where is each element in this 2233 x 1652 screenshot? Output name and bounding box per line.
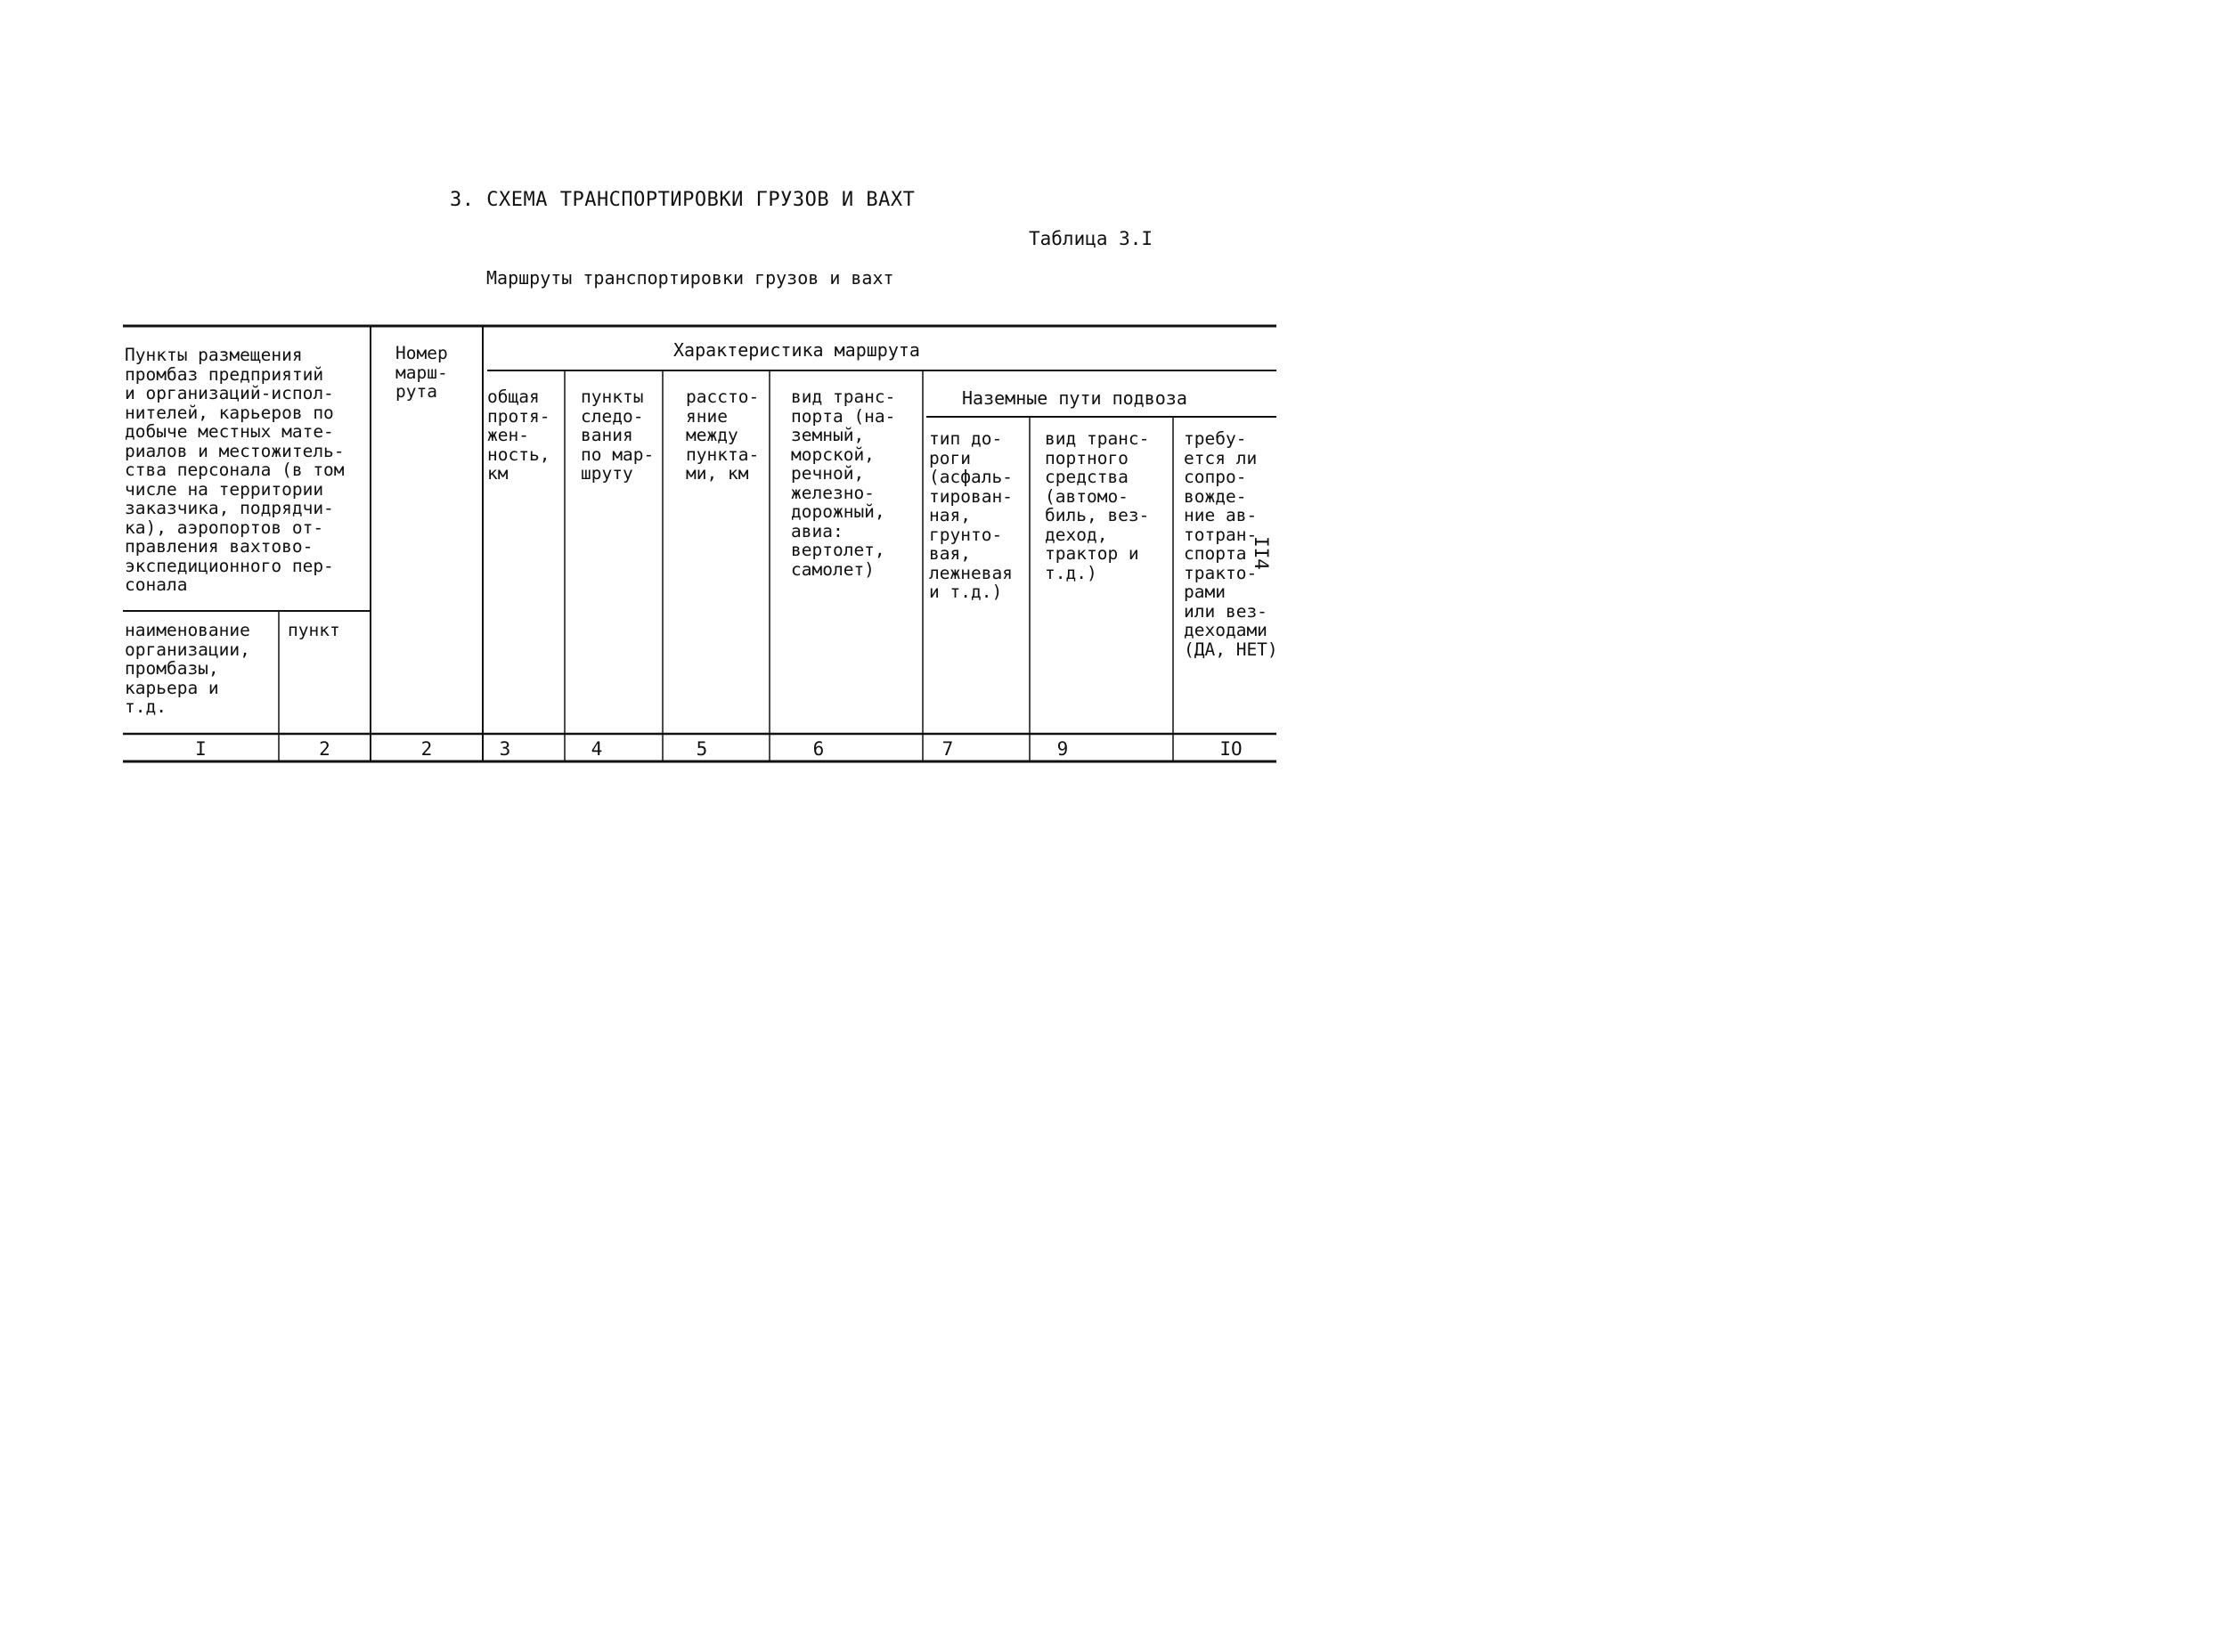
header-total-length: общая протя- жен- ность, км <box>487 387 550 484</box>
column-number: IO <box>1219 738 1243 760</box>
page-number: II4 <box>1251 536 1272 570</box>
header-vehicle-type: вид транс- портного средства (автомо- биль, вез- деход, трактор и т.д.) <box>1045 428 1150 583</box>
column-number: I <box>195 738 207 760</box>
column-number: 9 <box>1056 738 1069 760</box>
column-number: 2 <box>319 738 330 760</box>
column-number: 2 <box>420 738 433 760</box>
column-number: 7 <box>941 738 954 760</box>
header-point: пункт <box>288 620 340 640</box>
table-number: Таблица 3.I <box>1029 228 1153 249</box>
header-organization-name: наименование организации, промбазы, карьера и т.д. <box>125 620 250 717</box>
header-escort-required: требу- ется ли сопро- вожде- ние ав- тотран- спорта тракто- рами или вез- деходами (ДА, НЕТ) <box>1184 428 1278 660</box>
header-ground-routes: Наземные пути подвоза <box>962 387 1187 409</box>
column-number: 6 <box>812 738 825 760</box>
header-transport-type: вид транс- порта (на- земный, морской, речной, железно- дорожный, авиа: вертолет, самолет) <box>791 387 896 580</box>
column-number: 5 <box>696 738 708 760</box>
header-route-number: Номер марш- рута <box>395 343 448 402</box>
header-road-type: тип до- роги (асфаль- тирован- ная, грунто- вая, лежневая и т.д.) <box>929 428 1013 602</box>
header-distance: рассто- яние между пункта- ми, км <box>686 387 760 484</box>
column-number: 4 <box>591 738 603 760</box>
header-placement-points: Пункты размещения промбаз предприятий и организаций-испол- нителей, карьеров по добыче местных мате- риалов и местожитель- ства персонала (в том числе на территории заказчика, подрядчи- ка), аэропортов от- правления вахтово- экспедиционного пер- сонала <box>125 345 345 595</box>
header-route-points: пункты следо- вания по мар- шруту <box>581 387 655 484</box>
section-title: 3. СХЕМА ТРАНСПОРТИРОВКИ ГРУЗОВ И ВАХТ <box>450 189 916 211</box>
header-route-characteristic: Характеристика маршрута <box>673 339 920 361</box>
column-number: 3 <box>499 738 511 760</box>
table-caption: Маршруты транспортировки грузов и вахт <box>486 267 894 289</box>
